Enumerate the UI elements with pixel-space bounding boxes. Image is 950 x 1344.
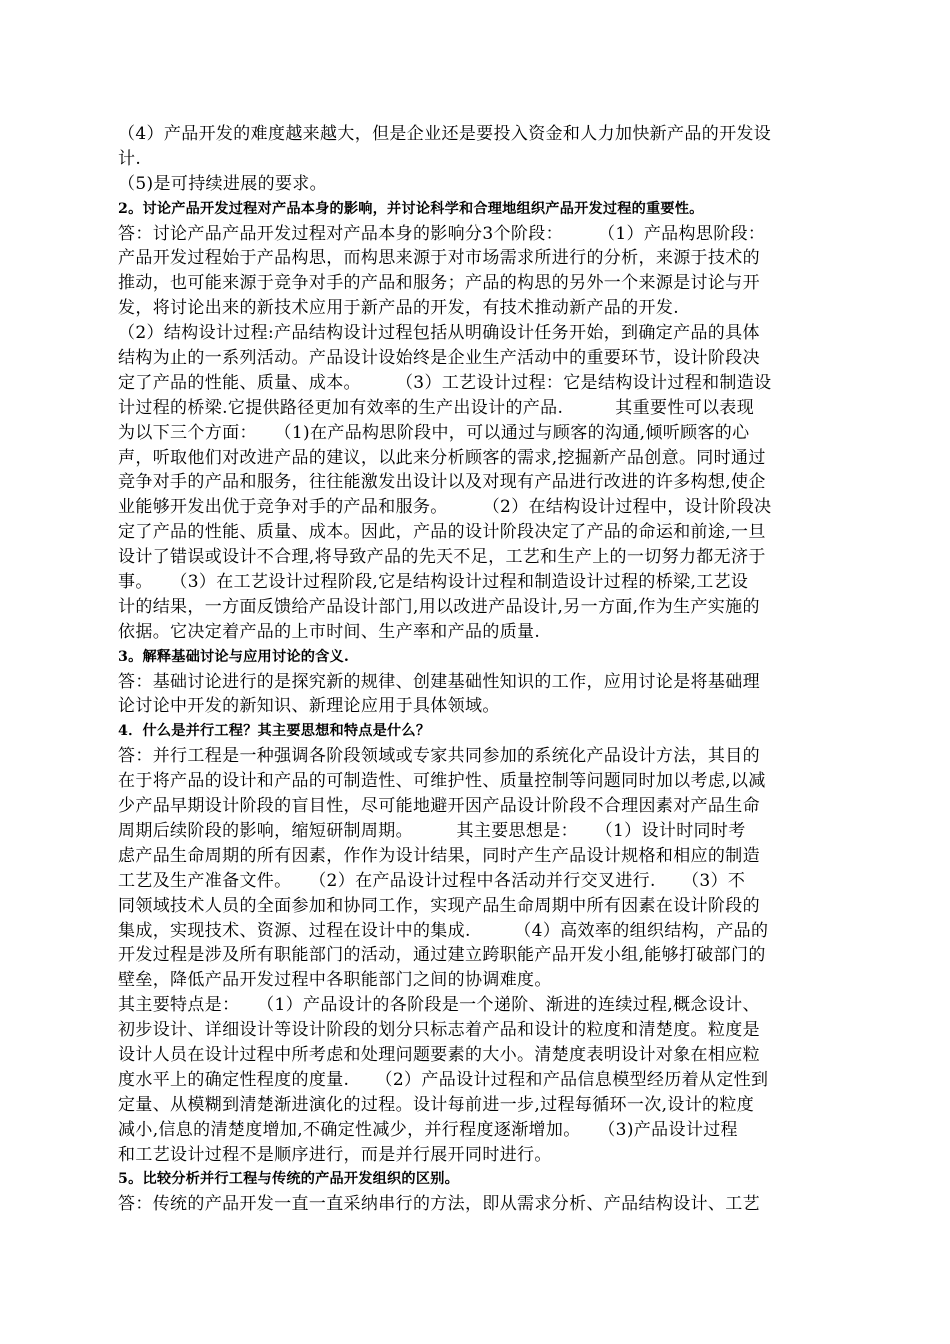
text-line: 推动，也可能来源于竞争对手的产品和服务；产品的构思的另外一个来源是讨论与开 [118, 273, 760, 294]
text-line: 发，将讨论出来的新技术应用于新产品的开发，有技术推动新产品的开发. [118, 298, 679, 319]
text-line: 业能够开发出优于竞争对手的产品和服务。 （2）在结构设计过程中，设计阶段决 [118, 497, 772, 518]
text-line: 周期后续阶段的影响，缩短研制周期。 其主要思想是： （1）设计时同时考 [118, 820, 746, 841]
text-line: （4）产品开发的难度越来越大，但是企业还是要投入资金和人力加快新产品的开发设 [118, 124, 772, 144]
text-line: 计. [118, 148, 142, 169]
document-page [118, 122, 832, 1217]
text-line: 答：并行工程是一种强调各阶段领域或专家共同参加的系统化产品设计方法，其目的 [118, 746, 760, 767]
text-line: 和工艺设计过程不是顺序进行，而是并行展开同时进行。 [118, 1144, 552, 1165]
text-line: 定了产品的性能、质量、成本。 （3）工艺设计过程：它是结构设计过程和制造设 [118, 372, 772, 393]
text-line: 竞争对手的产品和服务，往往能激发出设计以及对现有产品进行改进的许多构想,使企 [118, 472, 766, 493]
text-line: 设计了错误或设计不合理,将导致产品的先天不足，工艺和生产上的一切努力都无济于 [118, 547, 766, 568]
text-line: 壁垒，降低产品开发过程中各职能部门之间的协调难度。 [118, 970, 552, 991]
text-line: 虑产品生命周期的所有因素，作作为设计结果，同时产生产品设计规格和相应的制造 [118, 845, 760, 866]
text-line: 其主要特点是： （1）产品设计的各阶段是一个递阶、渐进的连续过程,概念设计、 [118, 995, 760, 1016]
text-line: 同领域技术人员的全面参加和协同工作，实现产品生命周期中所有因素在设计阶段的 [118, 895, 760, 916]
text-line: 答：基础讨论进行的是探究新的规律、创建基础性知识的工作，应用讨论是将基础理 [118, 671, 760, 692]
text-line: 初步设计、详细设计等设计阶段的划分只标志着产品和设计的粒度和清楚度。粒度是 [118, 1020, 760, 1041]
text-line: 度水平上的确定性程度的度量. （2）产品设计过程和产品信息模型经历着从定性到 [118, 1069, 769, 1090]
question-heading: 5。比较分析并行工程与传统的产品开发组织的区别。 [118, 1171, 459, 1188]
text-line: 减小,信息的清楚度增加,不确定性减少，并行程度逐渐增加。 （3)产品设计过程 [118, 1119, 738, 1140]
text-line: （5)是可持续进展的要求。 [118, 173, 327, 194]
text-line: 在于将产品的设计和产品的可制造性、可维护性、质量控制等问题同时加以考虑,以减 [118, 771, 766, 792]
text-line: 论讨论中开发的新知识、新理论应用于具体领域。 [118, 696, 500, 717]
question-heading: 4．什么是并行工程？其主要思想和特点是什么？ [118, 723, 431, 740]
text-line: 设计人员在设计过程中所考虑和处理问题要素的大小。清楚度表明设计对象在相应粒 [118, 1044, 760, 1065]
text-line: （2）结构设计过程:产品结构设计过程包括从明确设计任务开始，到确定产品的具体 [118, 323, 760, 344]
text-line: 事。 （3）在工艺设计过程阶段,它是结构设计过程和制造设计过程的桥梁,工艺设 [118, 572, 749, 593]
text-line: 计的结果，一方面反馈给产品设计部门,用以改进产品设计,另一方面,作为生产实施的 [118, 596, 760, 617]
text-line: 答：传统的产品开发一直一直采纳串行的方法，即从需求分析、产品结构设计、工艺 [118, 1194, 760, 1215]
text-line: 工艺及生产准备文件。 （2）在产品设计过程中各活动并行交叉进行. （3）不 [118, 870, 746, 891]
question-heading: 3。解释基础讨论与应用讨论的含义. [118, 648, 350, 665]
text-line: 为以下三个方面： （1)在产品构思阶段中，可以通过与顾客的沟通,倾听顾客的心 [118, 422, 750, 443]
text-line: 计过程的桥梁.它提供路径更加有效率的生产出设计的产品. 其重要性可以表现 [118, 397, 755, 418]
text-line: 定了产品的性能、质量、成本。因此，产品的设计阶段决定了产品的命运和前途,一旦 [118, 522, 766, 543]
text-line: 依据。它决定着产品的上市时间、生产率和产品的质量. [118, 621, 541, 642]
text-line: 集成，实现技术、资源、过程在设计中的集成. （4）高效率的组织结构，产品的 [118, 920, 769, 941]
text-line: 开发过程是涉及所有职能部门的活动，通过建立跨职能产品开发小组,能够打破部门的 [118, 945, 766, 966]
text-line: 结构为止的一系列活动。产品设计设始终是企业生产活动中的重要环节，设计阶段决 [118, 348, 760, 369]
text-line: 声，听取他们对改进产品的建议，以此来分析顾客的需求,挖掘新产品创意。同时通过 [118, 447, 766, 468]
text-line: 产品开发过程始于产品构思，而构思来源于对市场需求所进行的分析，来源于技术的 [118, 248, 760, 269]
text-line: 定量、从模糊到清楚渐进演化的过程。设计每前进一步,过程每循环一次,设计的粒度 [118, 1094, 755, 1115]
text-line: 答：讨论产品产品开发过程对产品本身的影响分3个阶段： （1）产品构思阶段： [118, 223, 766, 244]
text-line: 少产品早期设计阶段的盲目性，尽可能地避开因产品设计阶段不合理因素对产品生命 [118, 796, 760, 817]
question-heading: 2。讨论产品开发过程对产品本身的影响，并讨论科学和合理地组织产品开发过程的重要性。 [118, 200, 704, 217]
